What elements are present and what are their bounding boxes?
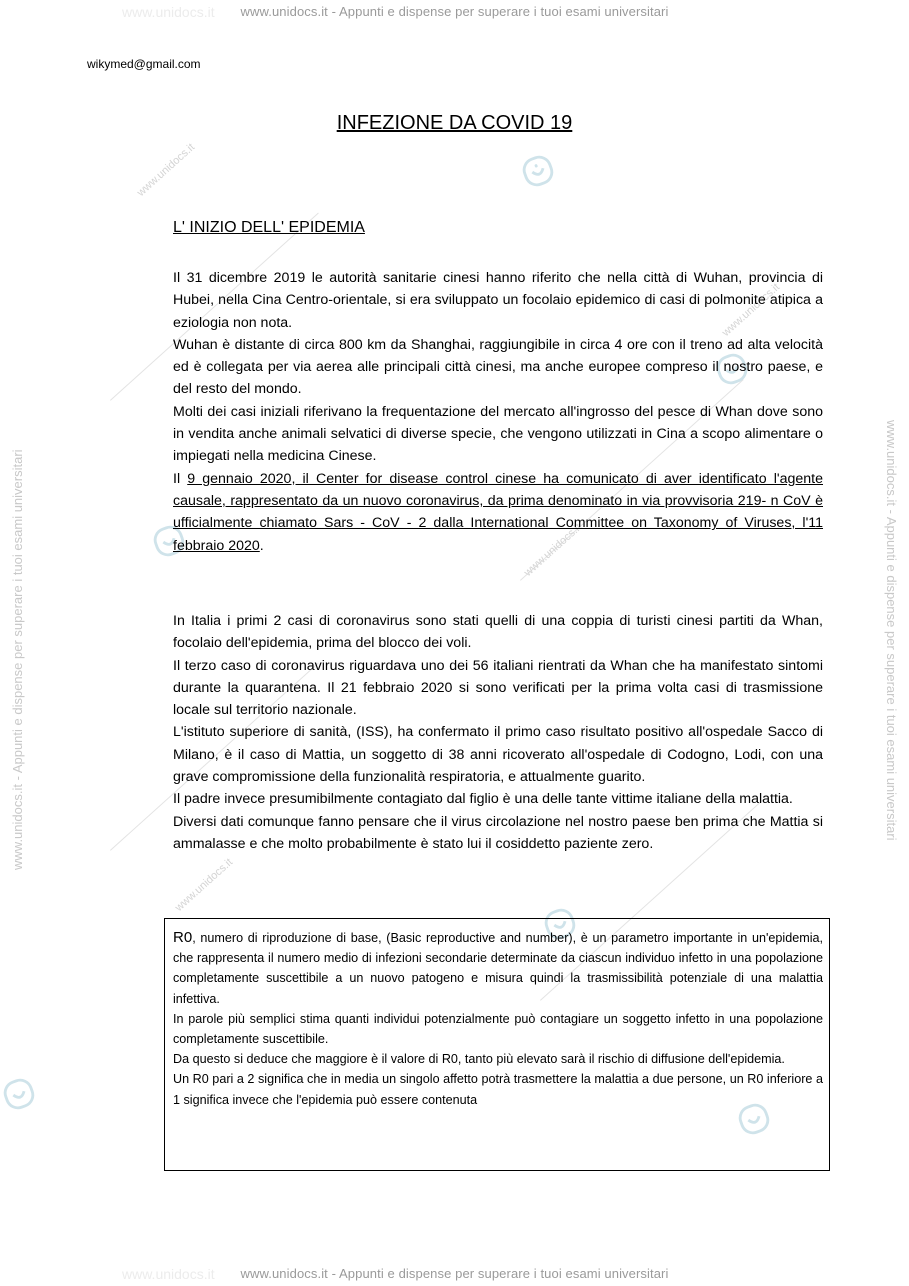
watermark-banner-bottom: www.unidocs.it - Appunti e dispense per superare i tuoi esami universitari — [240, 1266, 669, 1281]
underlined-text: 9 gennaio 2020, il Center for disease control cinese ha comunicato di aver identificato l'agente causale, rappresentato da un nuovo coronavirus, da prima denominato in via provvisoria 219- n CoV è ufficialmente chiamato Sars - CoV - 2 dalla International Committee on Taxonomy of Viruses, l'11 febbraio 2020 — [173, 470, 823, 554]
unidocs-logo-icon — [0, 1075, 38, 1113]
paragraph: Il terzo caso di coronavirus riguardava uno dei 56 italiani rientrati da Whan che ha manifestato sintomi durante la quarantena. Il 21 febbraio 2020 si sono verificati per la prima volta casi di trasmissione locale sul territorio nazionale. — [173, 657, 823, 719]
watermark-faint-top-left: www.unidocs.it — [122, 4, 215, 20]
author-email: wikymed@gmail.com — [87, 57, 201, 71]
r0-definition: , numero di riproduzione di base, (Basic reproductive and number), è un parametro importante in un'epidemia, che rappresenta il numero medio di infezioni secondarie determinate da ciascun individuo infetto in una popolazione completamente suscettibile a un nuovo patogeno e misura quindi la trasmissibilità potenziale di una malattia infettiva. — [173, 931, 823, 1006]
watermark-banner-top: www.unidocs.it - Appunti e dispense per superare i tuoi esami universitari — [240, 4, 669, 19]
r0-term: R0 — [173, 929, 193, 946]
paragraph: Diversi dati comunque fanno pensare che il virus circolazione nel nostro paese ben prima che Mattia si ammalasse e che molto probabilmente è stato lui il cosiddetto paziente zero. — [173, 813, 823, 852]
paragraph: Il padre invece presumibilmente contagiato dal figlio è una delle tante vittime italiane della malattia. — [173, 791, 793, 808]
page-title: INFEZIONE DA COVID 19 — [336, 112, 573, 134]
section-heading: L' INIZIO DELL' EPIDEMIA — [173, 219, 365, 236]
paragraph-prefix: Il — [173, 470, 188, 487]
r0-paragraph: Un R0 pari a 2 significa che in media un singolo affetto potrà trasmettere la malattia a due persone, un R0 inferiore a 1 significa invece che l'epidemia può essere contenuta — [173, 1072, 823, 1107]
paragraph: L'istituto superiore di sanità, (ISS), ha confermato il primo caso risultato positivo all'ospedale Sacco di Milano, è il caso di Mattia, un soggetto di 38 anni ricoverato all'ospedale di Codogno, Lodi, con una grave compromissione della funzionalità respiratoria, e attualmente guarito. — [173, 724, 823, 786]
r0-paragraph: In parole più semplici stima quanti individui potenzialmente può contagiare un soggetto infetto in una popolazione completamente suscettibile. — [173, 1011, 823, 1047]
watermark-diagonal-text: www.unidocs.it — [173, 856, 236, 914]
watermark-diagonal-text: www.unidocs.it — [720, 281, 783, 339]
r0-paragraph: Da questo si deduce che maggiore è il valore di R0, tanto più elevato sarà il rischio di diffusione dell'epidemia. — [173, 1052, 785, 1067]
watermark-faint-bottom-left: www.unidocs.it — [122, 1266, 215, 1282]
watermark-side-right: www.unidocs.it - Appunti e dispense per superare i tuoi esami universitari — [884, 420, 899, 841]
paragraph: Il 31 dicembre 2019 le autorità sanitarie cinesi hanno riferito che nella città di Wuhan, provincia di Hubei, nella Cina Centro-orientale, si era sviluppato un focolaio epidemico di casi di polmonite atipica a eziologia non nota. — [173, 270, 823, 331]
paragraph-suffix: . — [259, 537, 264, 554]
italy-paragraphs — [173, 610, 823, 855]
intro-paragraphs — [173, 267, 823, 557]
unidocs-logo-icon — [519, 152, 557, 190]
paragraph: In Italia i primi 2 casi di coronavirus sono stati quelli di una coppia di turisti cinesi partiti da Whan, focolaio dell'epidemia, prima del blocco dei voli. — [173, 613, 823, 652]
watermark-diagonal-text: www.unidocs.it — [135, 141, 198, 199]
r0-info-text — [173, 928, 823, 1110]
paragraph: Wuhan è distante di circa 800 km da Shanghai, raggiungibile in circa 4 ore con il treno ad alta velocità ed è collegata per via aerea alle principali città cinesi, ma anche europee compreso il nostro paese, e del resto del mondo. — [173, 336, 823, 398]
watermark-diagonal-text: www.unidocs.it — [522, 521, 585, 579]
paragraph: Molti dei casi iniziali riferivano la frequentazione del mercato all'ingrosso del pesce di Whan dove sono in vendita anche animali selvatici di diverse specie, che vengono utilizzati in Cina a scopo alimentare o impiegati nella medicina Cinese. — [173, 403, 823, 465]
r0-paragraph — [173, 928, 823, 1009]
paragraph-highlight — [173, 468, 823, 557]
watermark-side-left: www.unidocs.it - Appunti e dispense per superare i tuoi esami universitari — [10, 449, 25, 870]
